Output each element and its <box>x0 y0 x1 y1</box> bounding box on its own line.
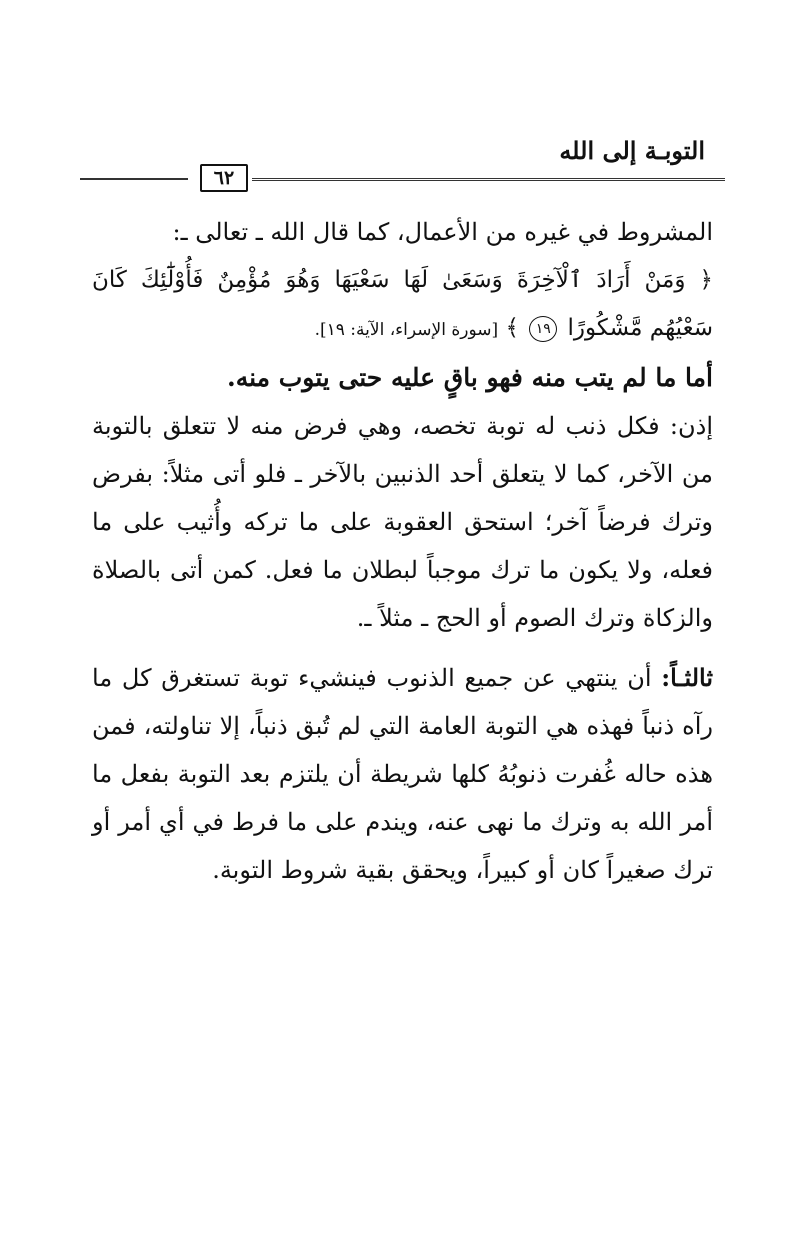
verse-text-1: ﴿ وَمَنْ أَرَادَ ٱلْآخِرَةَ وَسَعَىٰ لَهَا سَعْيَهَا وَهُوَ مُؤْمِنٌ فَأُوْلَٰٓئِكَ كَانَ <box>92 267 713 293</box>
header-rule-long <box>252 178 725 181</box>
page-header <box>80 128 725 198</box>
page-number: ٦٢ <box>200 164 248 192</box>
verse-close-bracket: ﴾ <box>505 315 519 341</box>
verse-reference: [سورة الإسراء، الآية: ١٩]. <box>314 320 499 340</box>
running-title: التوبـة إلى الله <box>559 136 705 165</box>
header-rule-short <box>80 178 188 180</box>
thirdly-text: أن ينتهي عن جميع الذنوب فينشيء توبة تستغرق كل ما رآه ذنباً فهذه هي التوبة العامة التي لم تُبق ذنباً، إلا تناولته، فمن هذه حاله غُفرت ذنوبُهُ كلها شريطة أن يلتزم بعد التوبة بفعل ما أمر الله به وترك ما نهى عنه، ويندم على ما فرط في أي أمر أو ترك صغيراً كان أو كبيراً، ويحقق بقية شروط التوبة. <box>92 664 713 884</box>
paragraph-idhan: إذن: فكل ذنب له توبة تخصه، وهي فرض منه لا تتعلق بالتوبة من الآخر، كما لا يتعلق أحد الذنبين بالآخر ـ فلو أتى مثلاً: بفرض وترك فرضاً آخر؛ استحق العقوبة على ما تركه وأُثيب على ما فعله، ولا يكون ما ترك موجباً لبطلان ما فعل. كمن أتى بالصلاة والزكاة وترك الصوم أو الحج ـ مثلاً ـ. <box>92 412 713 632</box>
verse-text-2: سَعْيُهُم مَّشْكُورًا <box>567 315 713 341</box>
paragraph-bold-statement: أما ما لم يتب منه فهو باقٍ عليه حتى يتوب منه. <box>227 363 713 392</box>
page-body <box>92 208 713 894</box>
paragraph-gap <box>92 642 713 654</box>
thirdly-lead: ثالثـاً: <box>661 663 713 692</box>
quran-verse <box>92 256 713 354</box>
ayah-number-marker: ١٩ <box>529 316 557 342</box>
paragraph-intro: المشروط في غيره من الأعمال، كما قال الله ـ تعالى ـ: <box>172 218 713 246</box>
paragraph-thirdly <box>92 654 713 894</box>
